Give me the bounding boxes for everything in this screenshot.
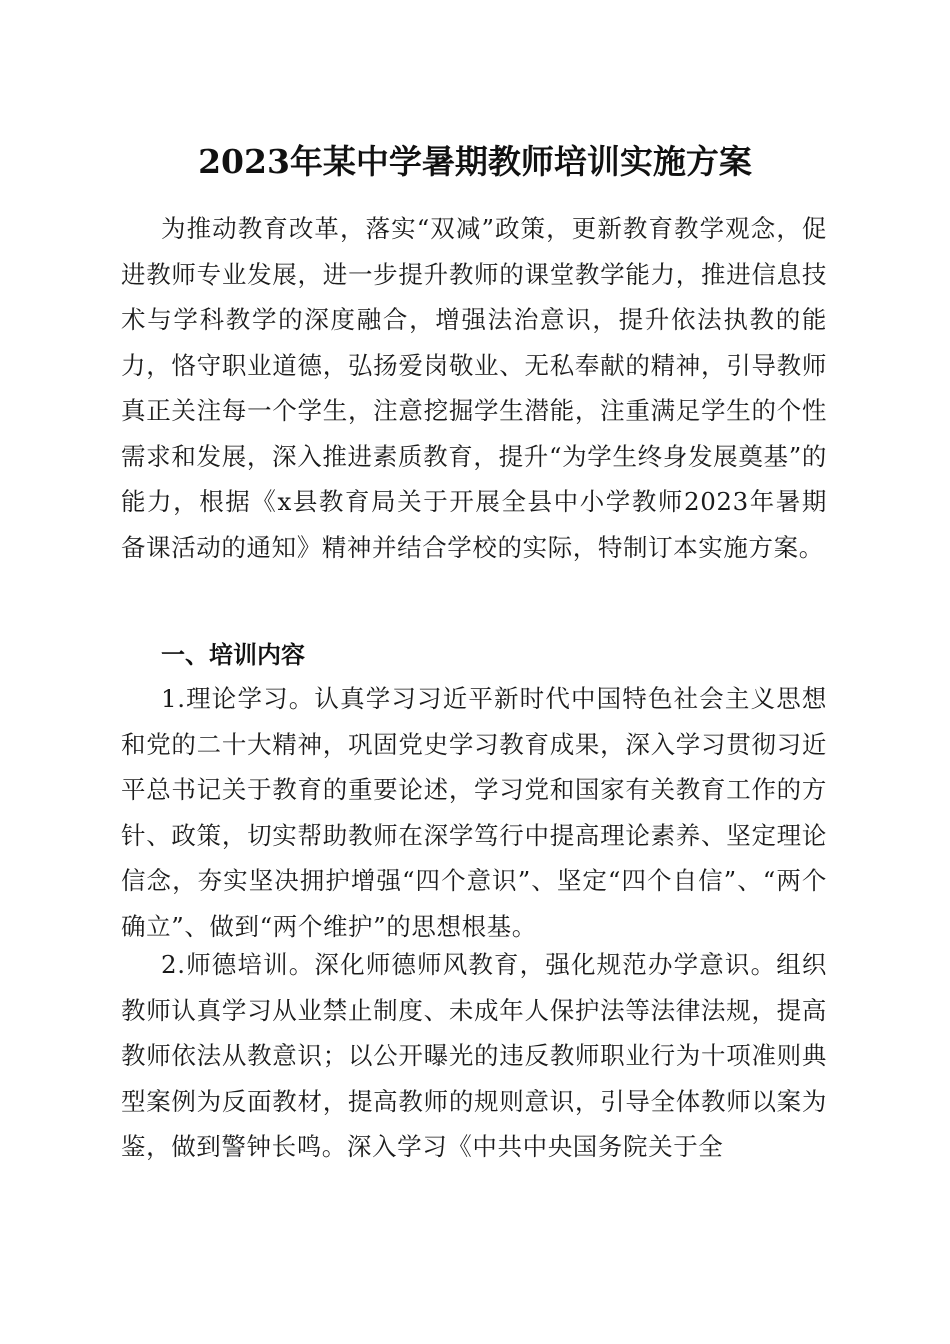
item-theory-study: 1.理论学习。认真学习习近平新时代中国特色社会主义思想和党的二十大精神，巩固党史学习教育成果，深入学习贯彻习近平总书记关于教育的重要论述，学习党和国家有关教育工作的方针、政策，切实帮助教师在深学笃行中提高理论素养、坚定理论信念，夯实坚决拥护增强“四个意识”、坚定“四个自信”、“两个确立”、做到“两个维护”的思想根基。 (121, 684, 827, 941)
item-ethics-training: 2.师德培训。深化师德师风教育，强化规范办学意识。组织教师认真学习从业禁止制度、未成年人保护法等法律法规，提高教师依法从教意识；以公开曝光的违反教师职业行为十项准则典型案例为反面教材，提高教师的规则意识，引导全体教师以案为鉴，做到警钟长鸣。深入学习《中共中央国务院关于全 (121, 950, 827, 1161)
document-title: 2023年某中学暑期教师培训实施方案 (198, 142, 752, 181)
intro-paragraph: 为推动教育改革，落实“双减”政策，更新教育教学观念，促进教师专业发展，进一步提升教师的课堂教学能力，推进信息技术与学科教学的深度融合，增强法治意识，提升依法执教的能力，恪守职业道德，弘扬爱岗敬业、无私奉献的精神，引导教师真正关注每一个学生，注意挖掘学生潜能，注重满足学生的个性需求和发展，深入推进素质教育，提升“为学生终身发展奠基”的能力，根据《x县教育局关于开展全县中小学教师2023年暑期备课活动的通知》精神并结合学校的实际，特制订本实施方案。 (121, 214, 827, 562)
section-heading-training-content: 一、培训内容 (161, 641, 305, 669)
